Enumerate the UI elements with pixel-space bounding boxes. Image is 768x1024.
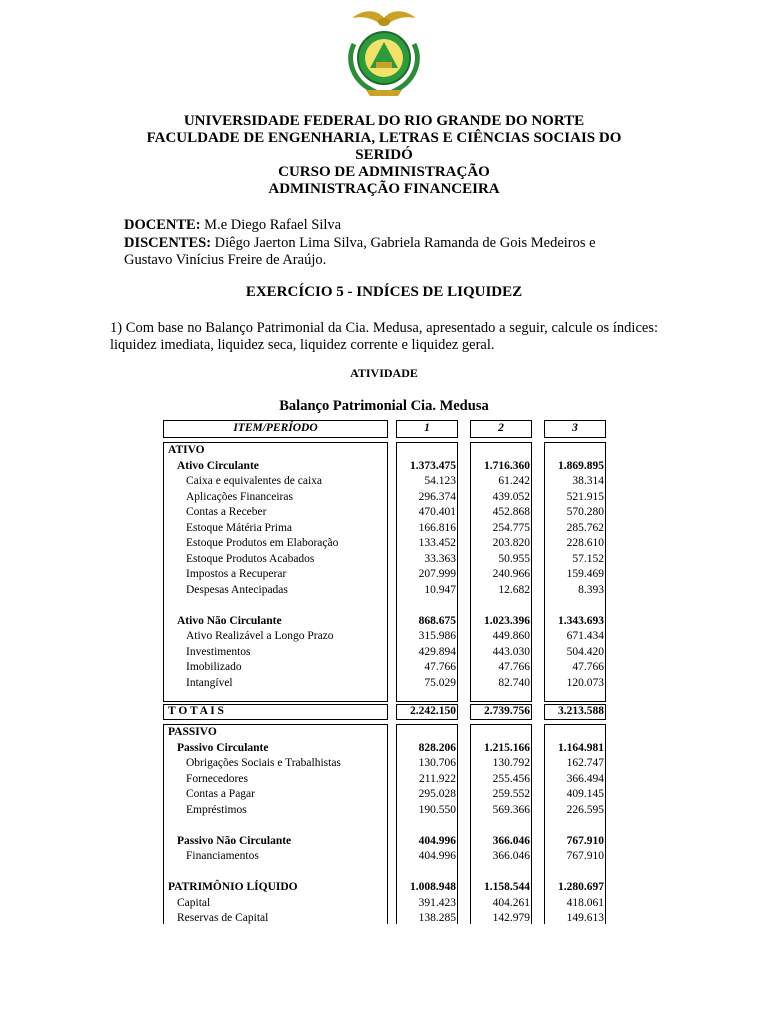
ativo-row-value-p1: 166.816	[418, 521, 456, 534]
ativo-row-value-p2: 1.716.360	[484, 459, 530, 472]
table-title: Balanço Patrimonial Cia. Medusa	[279, 398, 489, 414]
passivo-row-value-p2: 259.552	[492, 788, 530, 800]
passivo-row-value-p2: 130.792	[492, 757, 530, 769]
ativo-row-value-p2: 47.766	[498, 661, 530, 673]
passivo-row-value-p2: 366.046	[492, 850, 530, 862]
ativo-row-value-p2: 443.030	[492, 645, 530, 658]
ativo-row-value-p2: 203.820	[492, 537, 530, 549]
passivo-row-value-p1: 404.996	[418, 834, 456, 847]
docente-value: M.e Diego Rafael Silva	[200, 217, 342, 233]
discentes-value: Diêgo Jaerton Lima Silva, Gabriela Ramanda de Gois Medeiros e	[211, 235, 596, 251]
ativo-row-value-p1: 47.766	[424, 661, 456, 673]
ativo-row-value-p1: 296.374	[418, 490, 456, 503]
passivo-row-value-p2: 255.456	[492, 772, 530, 785]
ativo-row-value-p3: 504.420	[566, 645, 604, 658]
ativo-row-value-p3: 285.762	[566, 521, 604, 534]
passivo-row-value-p1: 211.922	[419, 772, 456, 785]
passivo-row-value-p1: 138.285	[418, 912, 456, 924]
passivo-row-value-p3: 149.613	[566, 912, 604, 924]
ativo-row-label: Caixa e equivalentes de caixa	[186, 475, 323, 487]
totais-row-value-p2: 2.739.756	[484, 705, 530, 717]
discentes-line-cont: Gustavo Vinícius Freire de Araújo.	[124, 252, 327, 268]
ativo-row-value-p3: 8.393	[578, 583, 604, 596]
university-logo	[336, 4, 432, 98]
ativo-row-value-p2: 82.740	[498, 676, 530, 689]
ativo-row-value-p3: 228.610	[566, 537, 604, 549]
university-name: UNIVERSIDADE FEDERAL DO RIO GRANDE DO NORTE	[183, 113, 585, 129]
passivo-row-label: Passivo Circulante	[177, 741, 269, 754]
exercise-question: 1) Com base no Balanço Patrimonial da Cia. Medusa, apresentado a seguir, calcule os índices: liquidez imediata, liquidez seca, liquidez corrente e liquidez geral.	[110, 320, 658, 353]
ativo-row-value-p3: 1.343.693	[558, 614, 604, 627]
passivo-row-value-p2: 1.158.544	[484, 881, 530, 893]
passivo-row-value-p3: 767.910	[566, 850, 604, 862]
totais-row-value-p1: 2.242.150	[410, 705, 456, 717]
faculty-name-cont: SERIDÓ	[355, 147, 413, 163]
ativo-row-value-p3: 159.469	[566, 568, 604, 580]
ativo-row-label: Estoque Produtos Acabados	[186, 552, 315, 565]
passivo-row-label: Passivo Não Circulante	[177, 834, 292, 847]
page-bottom-blank	[0, 924, 768, 1024]
ativo-row-value-p3: 1.869.895	[558, 459, 604, 472]
passivo-row-value-p2: 366.046	[492, 834, 530, 847]
ativo-row-value-p3: 38.314	[572, 475, 604, 487]
ativo-row-value-p2: 240.966	[492, 568, 530, 580]
header-period-1: 1	[396, 420, 458, 438]
passivo-row-label: Capital	[177, 896, 211, 909]
passivo-row-value-p3: 1.280.697	[558, 881, 604, 893]
ativo-row-label: Despesas Antecipadas	[186, 583, 288, 596]
ativo-row-value-p1: 33.363	[424, 552, 456, 565]
passivo-row-value-p3: 226.595	[566, 803, 604, 816]
ativo-row-label: Impostos a Recuperar	[186, 568, 287, 580]
course-name: CURSO DE ADMINISTRAÇÃO	[278, 164, 490, 180]
ativo-row-label: Estoque Produtos em Elaboração	[186, 537, 339, 549]
ativo-row-label: Contas a Receber	[186, 506, 267, 518]
subject-name: ADMINISTRAÇÃO FINANCEIRA	[268, 181, 500, 197]
passivo-row-value-p1: 404.996	[418, 850, 456, 862]
ativo-row-value-p1: 470.401	[418, 506, 456, 518]
passivo-row-label: PATRIMÔNIO LÍQUIDO	[168, 881, 298, 893]
passivo-row-value-p1: 1.008.948	[410, 881, 456, 893]
totais-row-value-p3: 3.213.588	[558, 705, 604, 717]
passivo-row-value-p2: 142.979	[492, 912, 530, 924]
passivo-row-value-p3: 1.164.981	[558, 741, 604, 754]
docente-label: DOCENTE:	[124, 217, 201, 233]
ativo-row-label: Imobilizado	[186, 661, 242, 673]
passivo-row-label: Financiamentos	[186, 850, 259, 862]
passivo-row-label: Reservas de Capital	[177, 912, 269, 924]
ativo-row-value-p1: 133.452	[418, 537, 456, 549]
passivo-row-label: Obrigações Sociais e Trabalhistas	[186, 757, 341, 769]
ativo-row-label: Aplicações Financeiras	[186, 490, 293, 503]
ativo-row-label: Ativo Não Circulante	[177, 614, 282, 627]
ativo-row-value-p2: 439.052	[492, 490, 530, 503]
passivo-row-value-p1: 130.706	[418, 757, 456, 769]
ativo-row-value-p1: 315.986	[418, 630, 456, 642]
ativo-row-value-p3: 120.073	[566, 676, 604, 689]
ativo-row-value-p2: 449.860	[492, 630, 530, 642]
passivo-row-value-p2: 404.261	[492, 896, 530, 909]
ativo-row-value-p1: 207.999	[418, 568, 456, 580]
passivo-row-value-p3: 162.747	[566, 757, 604, 769]
ativo-row-value-p3: 570.280	[566, 506, 604, 518]
exercise-title: EXERCÍCIO 5 - INDÍCES DE LIQUIDEZ	[245, 284, 523, 300]
ativo-row-label: ATIVO	[168, 444, 205, 456]
ativo-row-value-p2: 452.868	[492, 506, 530, 518]
docente-line	[124, 217, 341, 234]
ativo-row-value-p1: 10.947	[424, 583, 456, 596]
ativo-row-value-p1: 1.373.475	[410, 459, 456, 472]
passivo-row-value-p2: 569.366	[492, 803, 530, 816]
totais-row-label: T O T A I S	[168, 705, 224, 717]
passivo-row-value-p3: 409.145	[566, 788, 604, 800]
ativo-row-value-p3: 671.434	[566, 630, 604, 642]
ativo-row-label: Ativo Circulante	[177, 459, 259, 472]
passivo-row-value-p1: 391.423	[418, 896, 456, 909]
ativo-row-value-p1: 429.894	[418, 645, 456, 658]
discentes-line	[124, 235, 596, 252]
passivo-row-value-p2: 1.215.166	[484, 741, 530, 754]
passivo-row-label: Fornecedores	[186, 772, 248, 785]
activity-label: ATIVIDADE	[350, 366, 418, 380]
passivo-row-value-p3: 767.910	[566, 834, 604, 847]
ativo-row-label: Ativo Realizável a Longo Prazo	[186, 630, 334, 642]
faculty-name: FACULDADE DE ENGENHARIA, LETRAS E CIÊNCIAS SOCIAIS DO	[146, 130, 622, 146]
ativo-row-value-p1: 54.123	[424, 475, 456, 487]
ativo-row-value-p2: 12.682	[498, 583, 530, 596]
passivo-row-value-p1: 828.206	[418, 741, 456, 754]
ativo-row-value-p1: 868.675	[418, 614, 456, 627]
header-item-period: ITEM/PERÍODO	[163, 420, 388, 438]
passivo-row-label: Contas a Pagar	[186, 788, 255, 800]
ativo-row-value-p2: 254.775	[492, 521, 530, 534]
header-period-3: 3	[544, 420, 606, 438]
ativo-row-label: Estoque Mátéria Prima	[186, 521, 293, 534]
passivo-row-label: Empréstimos	[186, 803, 247, 816]
passivo-row-value-p3: 366.494	[566, 772, 604, 785]
ativo-row-value-p2: 1.023.396	[484, 614, 530, 627]
passivo-row-value-p1: 190.550	[418, 803, 456, 816]
discentes-label: DISCENTES:	[124, 235, 212, 251]
ativo-row-label: Investimentos	[186, 645, 251, 658]
ativo-row-label: Intangível	[186, 676, 233, 689]
ativo-row-value-p3: 57.152	[572, 552, 604, 565]
ativo-row-value-p2: 61.242	[498, 475, 530, 487]
header-period-2: 2	[470, 420, 532, 438]
ativo-row-value-p3: 521.915	[566, 490, 604, 503]
passivo-row-value-p3: 418.061	[566, 896, 604, 909]
ativo-row-value-p2: 50.955	[498, 552, 530, 565]
ativo-row-value-p1: 75.029	[424, 676, 456, 689]
ativo-row-value-p3: 47.766	[572, 661, 604, 673]
passivo-row-label: PASSIVO	[168, 726, 217, 738]
passivo-row-value-p1: 295.028	[418, 788, 456, 800]
